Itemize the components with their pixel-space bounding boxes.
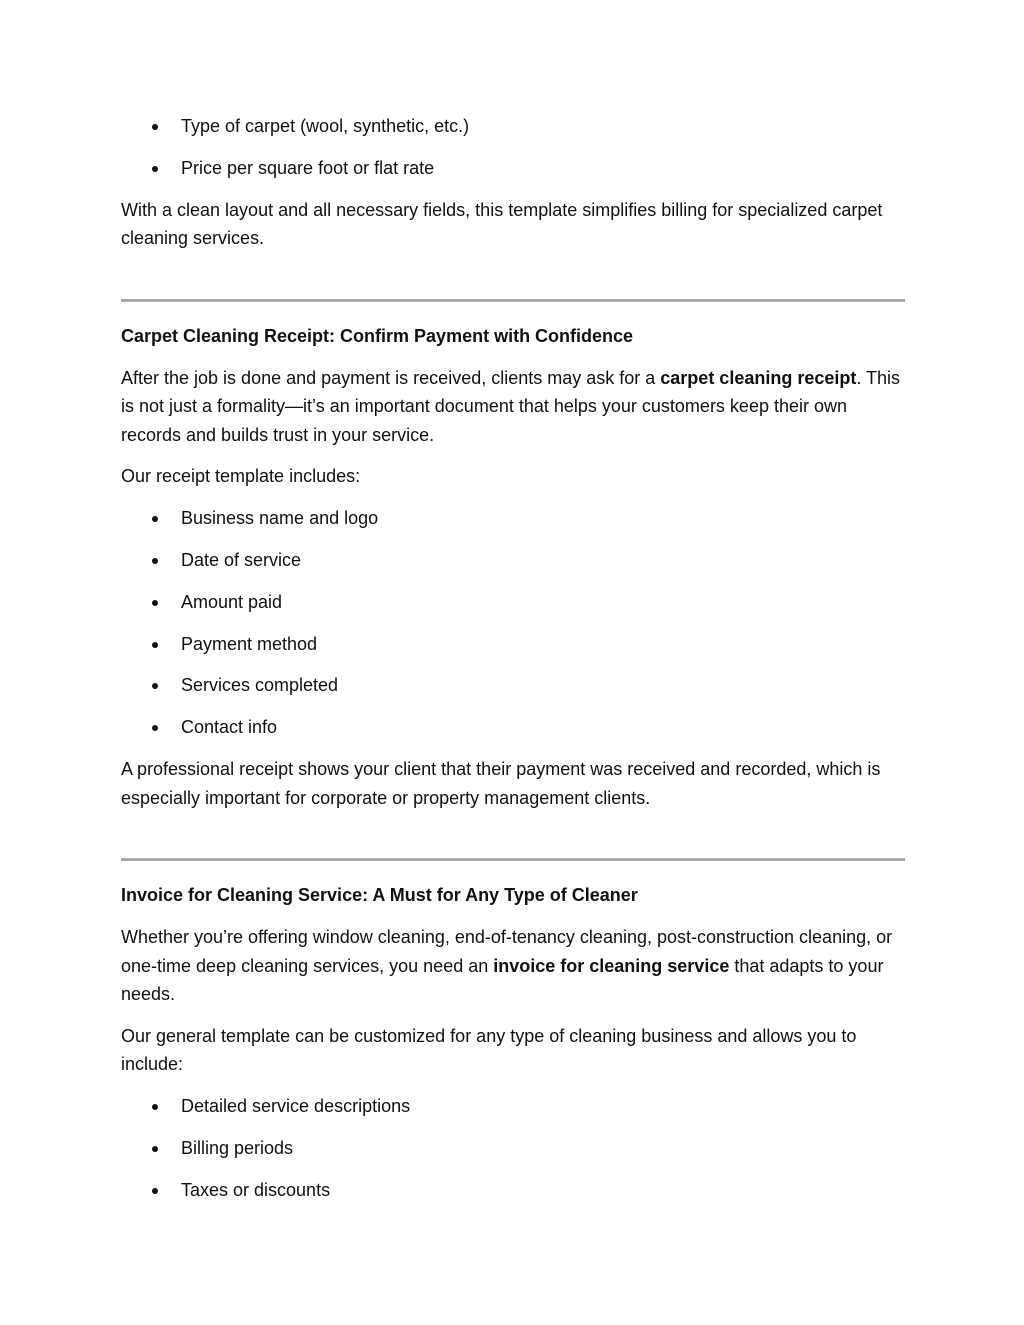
text-run: . This is not just a formality—it’s an important document that helps your customers keep their own records and builds trust in your service.	[121, 367, 901, 445]
list-item: Price per square foot or flat rate	[121, 154, 905, 183]
intro-bullet-list	[121, 112, 905, 182]
invoice-bullet-list	[121, 1092, 905, 1204]
invoice-paragraph-2: Our general template can be customized for any type of cleaning business and allows you to include:	[121, 1025, 857, 1075]
receipt-paragraph-2: Our receipt template includes:	[121, 466, 361, 487]
text-run: Whether you’re offering window cleaning, end-of-tenancy cleaning, post-construction cleaning, or one-time deep cleaning services, you need an	[121, 927, 893, 976]
list-item: Business name and logo	[121, 504, 905, 533]
list-item: Type of carpet (wool, synthetic, etc.)	[121, 112, 905, 141]
text-run: that adapts to your needs.	[121, 955, 884, 1005]
section-title-invoice: Invoice for Cleaning Service: A Must for Any Type of Cleaner	[121, 885, 638, 906]
list-item: Contact info	[121, 713, 905, 742]
list-item: Services completed	[121, 671, 905, 700]
list-item: Payment method	[121, 630, 905, 659]
invoice-paragraph-1	[121, 923, 905, 1009]
list-item: Detailed service descriptions	[121, 1092, 905, 1121]
document-page	[121, 112, 905, 1218]
text-run: After the job is done and payment is received, clients may ask for a	[121, 367, 661, 388]
receipt-paragraph-3: A professional receipt shows your client that their payment was received and recorded, which is especially important for corporate or property management clients.	[121, 759, 881, 808]
intro-paragraph: With a clean layout and all necessary fields, this template simplifies billing for specialized carpet cleaning services.	[121, 199, 883, 249]
receipt-paragraph-1	[121, 364, 905, 450]
list-item: Amount paid	[121, 588, 905, 617]
list-item: Date of service	[121, 546, 905, 575]
section-title-receipt: Carpet Cleaning Receipt: Confirm Payment with Confidence	[121, 325, 634, 346]
bold-term: invoice for cleaning service	[493, 955, 730, 976]
receipt-bullet-list	[121, 504, 905, 741]
bold-term: carpet cleaning receipt	[660, 367, 857, 388]
list-item: Taxes or discounts	[121, 1176, 905, 1205]
list-item: Billing periods	[121, 1134, 905, 1163]
